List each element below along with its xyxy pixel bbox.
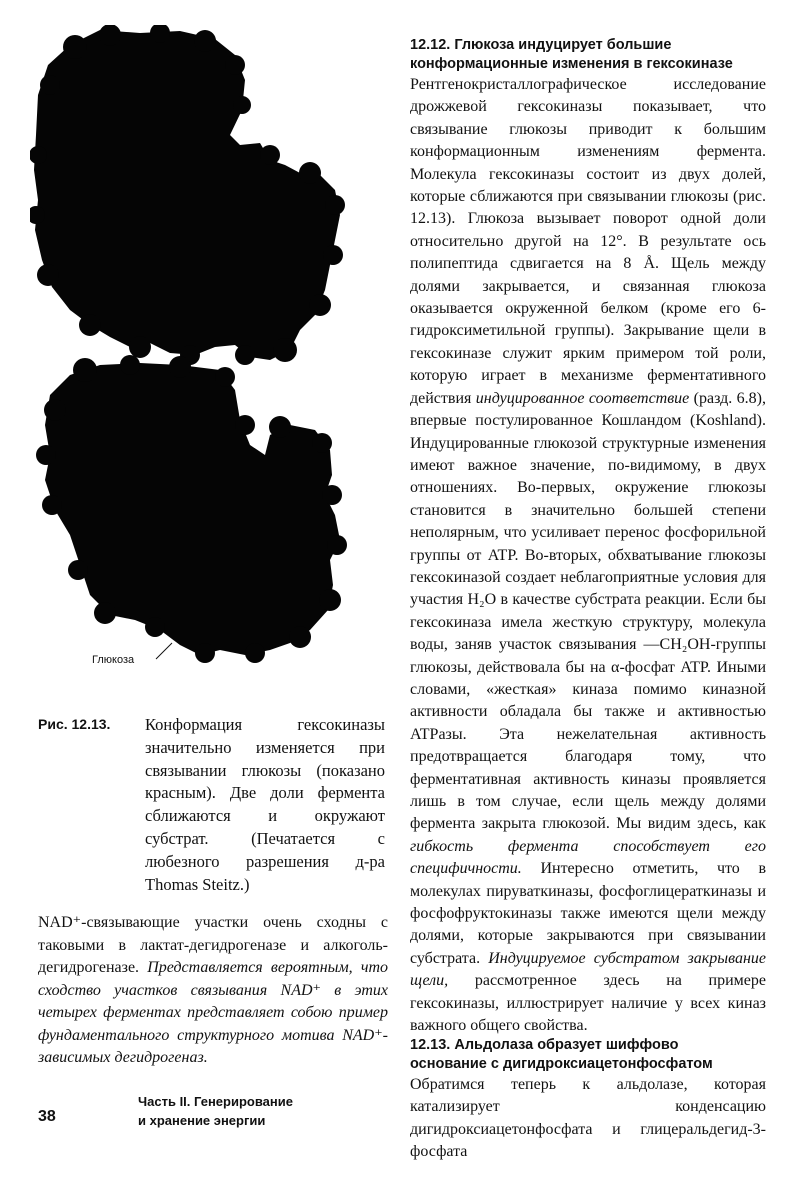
part-title xyxy=(138,1092,293,1130)
part-title-line-2: и хранение энергии xyxy=(138,1113,266,1128)
body-text: рассмотренное здесь на примере гексокиназы, иллюстрирует наличие у всех киназ важного общего свойства. xyxy=(410,972,766,1035)
section-12-12-heading-line-2: конформационные изменения в гексокиназе xyxy=(410,56,733,72)
body-italic: Индуцируемое субстратом закрывание щели, xyxy=(410,949,766,990)
section-12-12-heading xyxy=(410,36,766,74)
body-italic: индуцированное соответствие xyxy=(475,389,690,407)
page-number: 38 xyxy=(38,1108,56,1125)
glucose-pointer-line xyxy=(156,643,172,659)
hexokinase-structure-image xyxy=(30,25,370,685)
section-12-13-heading-line-1: 12.13. Альдолаза образует шиффово xyxy=(410,1037,679,1053)
paragraph-italic-text: Представляется вероятным, что сходство участков связывания NAD⁺ в этих четырех ферментах представляет собою пример фундаментального структурного мотива NAD⁺-зависимых дегидрогеназ. xyxy=(38,959,389,1066)
section-12-13-body: Обратимся теперь к альдолазе, которая катализирует конденсацию дигидроксиацетонфосфата и глицеральдегид-3-фосфата xyxy=(410,1076,766,1161)
glucose-label: Глюкоза xyxy=(92,654,135,666)
hexokinase-figure xyxy=(30,25,370,685)
section-12-12-heading-line-1: 12.12. Глюкоза индуцирует большие xyxy=(410,37,672,53)
section-12-12 xyxy=(410,36,766,1037)
section-12-13 xyxy=(410,1036,766,1164)
body-italic: гибкость фермента способствует его специфичности. xyxy=(410,837,766,878)
figure-caption-text: Конформация гексокиназы значительно изменяется при связывании глюкозы (показано красным). Две доли фермента сближаются и окружают субстрат. (Печатается с любезного разрешения д-ра Thomas Steitz.) xyxy=(145,715,385,894)
body-text: Рентгенокристаллографическое исследование дрожжевой гексокиназы показывает, что связывание глюкозы приводит к большим конформационным изменениям фермента. Молекула гексокиназы состоит из двух долей, которые сближаются при связывании глюкозы (рис. 12.13). Глюкоза вызывает поворот одной доли относительно другой на 12°. В результате ось полипептида сдвигается на 8 Å. Щель между долями закрывается, и связанная глюкоза оказывается окруженной белком (кроме его 6-гидроксиметильной группы). Закрывание щели в гексокиназе служит ярким примером той роли, которую играет в механизме ферментативного действия xyxy=(410,76,766,407)
paragraph-plain-text: NAD⁺-связывающие участки очень сходны с таковыми в лактат-дегидрогеназе и алкоголь-дегидрогеназе. xyxy=(38,914,388,976)
left-column-paragraph xyxy=(38,912,388,1070)
closed-conformation-molecule xyxy=(36,355,347,663)
body-text: Интересно отметить, что в молекулах пируваткиназы, фосфоглицераткиназы и фосфофруктокиназы также имеются щели между долями, которые закрываются при связывании субстрата. xyxy=(410,860,766,967)
section-12-13-heading-line-2: основание с дигидроксиацетонфосфатом xyxy=(410,1056,713,1072)
figure-caption-label: Рис. 12.13. xyxy=(38,716,111,732)
section-12-12-body xyxy=(410,74,766,1037)
part-title-line-1: Часть II. Генерирование xyxy=(138,1094,293,1109)
body-text: (разд. 6.8), впервые постулированное Кошландом (Koshland). Индуцированные глюкозой структурные изменения имеют важное значение, по-видимому, в двух отношениях. Во-первых, окружение глюкозы становится в значительно большей степени неполярным, что усиливает перенос фосфорильной группы от ATP. Во-вторых, обхватывание глюкозы гексокиназой создает неблагоприятные условия для участия H₂O в качестве субстрата реакции. Если бы гексокиназа имела жесткую структуру, молекула воды, заняв участок связывания —CH₂OH-группы глюкозы, действовала бы на α-фосфат ATP. Иными словами, «жесткая» киназа помимо киназной активности обладала бы также и активностью ATPазы. Эта нежелательная активность предотвращается благодаря тому, что ферментативная активность киназы проявляется лишь в том случае, если щель между долями фермента закрыта глюкозой. Мы видим здесь, как xyxy=(410,389,766,833)
open-conformation-molecule xyxy=(30,25,345,365)
section-12-13-heading xyxy=(410,1036,766,1074)
